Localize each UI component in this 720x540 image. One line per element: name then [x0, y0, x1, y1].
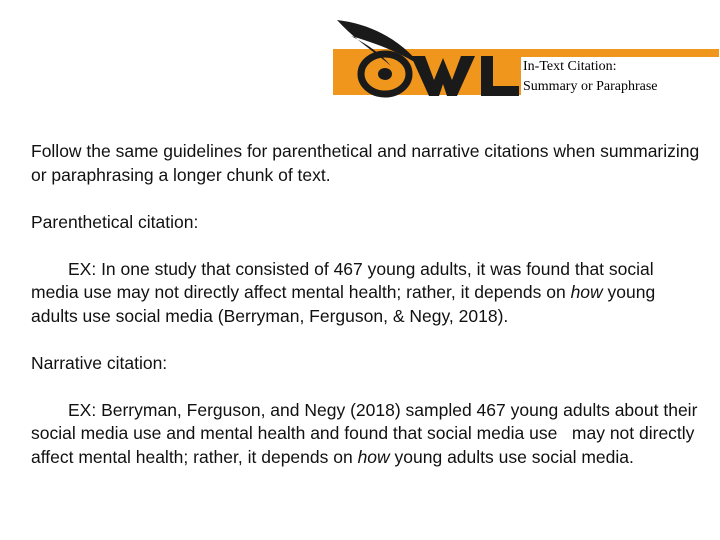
owl-eye-pupil: [378, 68, 392, 80]
owl-letter-l: [481, 56, 519, 96]
slide-title: [521, 57, 719, 97]
parenthetical-example-suffix: young adults use social media (Berryman, Ferguson, & Negy, 2018).: [31, 282, 656, 326]
narrative-example-emphasis: how: [357, 446, 390, 467]
parenthetical-example: [31, 258, 703, 329]
slide-title-line-1: In-Text Citation:: [523, 59, 617, 74]
owl-letter-w: [411, 56, 475, 96]
spacer: [31, 234, 703, 258]
spacer: [31, 375, 703, 399]
narrative-example-prefix: EX: Berryman, Ferguson, and Negy (2018) sampled 467 young adults about their social media use and mental health and found that social media use may not directly affect mental health; rather, it depends on: [31, 399, 703, 467]
intro-paragraph: Follow the same guidelines for parenthetical and narrative citations when summarizing or paraphrasing a longer chunk of text.: [31, 141, 700, 185]
slide-body: [31, 140, 703, 469]
narrative-heading: Narrative citation:: [31, 352, 168, 373]
spacer: [31, 187, 703, 211]
parenthetical-example-prefix: EX: In one study that consisted of 467 young adults, it was found that social media use may not directly affect mental health; rather, it depends on: [31, 258, 654, 302]
narrative-example: [31, 399, 703, 470]
spacer: [31, 328, 703, 352]
parenthetical-heading: Parenthetical citation:: [31, 211, 199, 232]
parenthetical-example-emphasis: how: [570, 282, 603, 302]
owl-logo: [333, 14, 523, 104]
slide-title-line-2: Summary or Paraphrase: [523, 79, 658, 94]
owl-wing-swoosh: [337, 20, 421, 66]
narrative-example-suffix: young adults use social media.: [389, 446, 634, 467]
